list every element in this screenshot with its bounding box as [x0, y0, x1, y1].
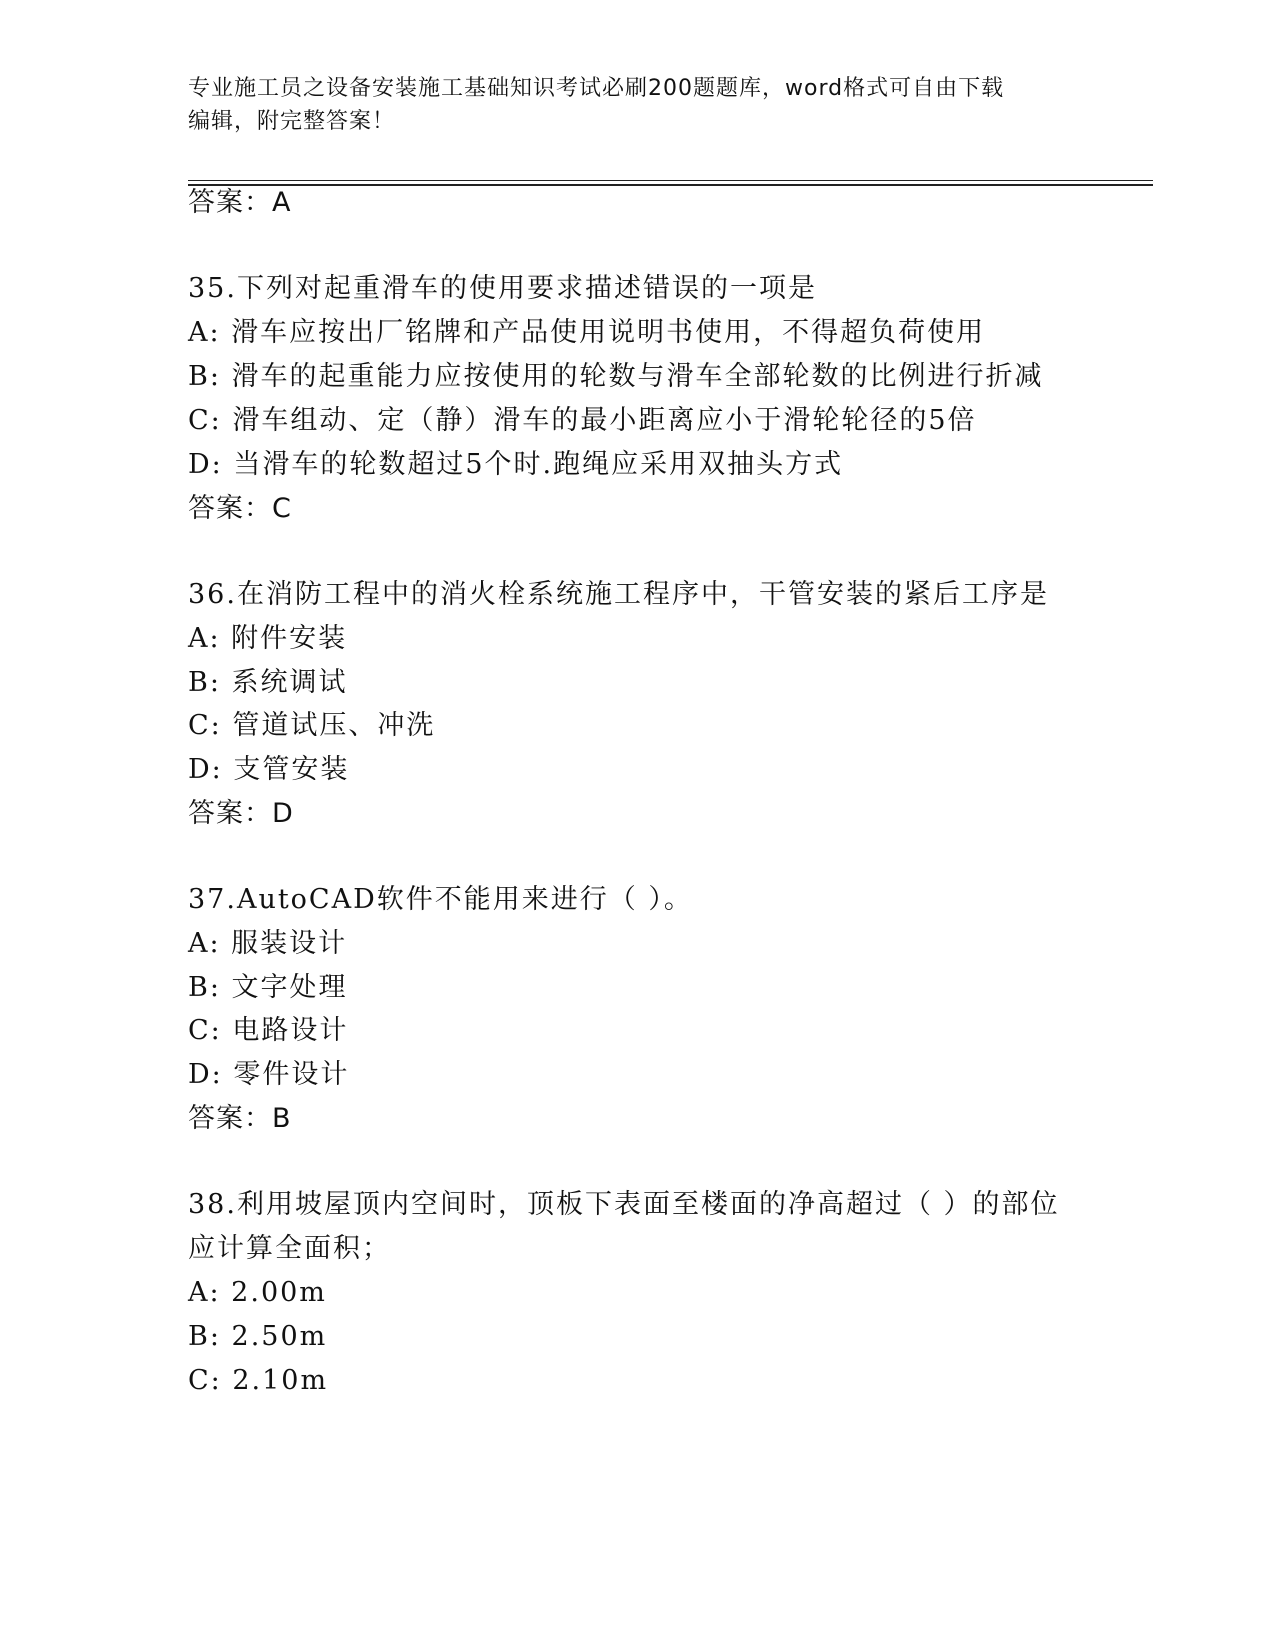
question-35-option-a: A: 滑车应按出厂铭牌和产品使用说明书使用，不得超负荷使用	[188, 317, 986, 348]
question-36-option-b: B: 系统调试	[188, 667, 348, 698]
question-37-answer: 答案：B	[188, 1103, 292, 1134]
question-35-option-c: C: 滑车组动、定（静）滑车的最小距离应小于滑轮轮径的5倍	[188, 405, 977, 436]
header-divider-thick	[188, 184, 1153, 186]
question-38-option-a: A: 2.00m	[188, 1277, 327, 1308]
question-35-option-d: D: 当滑车的轮数超过5个时.跑绳应采用双抽头方式	[188, 449, 844, 480]
header-line-2: 编辑，附完整答案！	[188, 109, 396, 134]
question-36-option-c: C: 管道试压、冲洗	[188, 710, 436, 741]
header-line-1: 专业施工员之设备安装施工基础知识考试必刷200题题库，word格式可自由下载	[188, 76, 1005, 101]
question-37-option-c: C: 电路设计	[188, 1015, 349, 1046]
question-36-option-d: D: 支管安装	[188, 754, 350, 785]
question-37-stem: 37.AutoCAD软件不能用来进行（ ）。	[188, 884, 693, 915]
question-35-option-b: B: 滑车的起重能力应按使用的轮数与滑车全部轮数的比例进行折减	[188, 361, 1044, 392]
header-divider-thin	[188, 180, 1153, 181]
question-37-option-d: D: 零件设计	[188, 1059, 350, 1090]
question-35-answer: 答案：C	[188, 493, 292, 524]
question-35-stem: 35.下列对起重滑车的使用要求描述错误的一项是	[188, 273, 817, 304]
question-38-stem-line-1: 38.利用坡屋顶内空间时，顶板下表面至楼面的净高超过（ ）的部位	[188, 1189, 1060, 1220]
question-36-answer: 答案：D	[188, 798, 294, 829]
question-37-option-b: B: 文字处理	[188, 972, 348, 1003]
question-38-option-b: B: 2.50m	[188, 1321, 328, 1352]
question-36-stem: 36.在消防工程中的消火栓系统施工程序中，干管安装的紧后工序是	[188, 579, 1049, 610]
question-36-option-a: A: 附件安装	[188, 623, 348, 654]
question-38-stem-line-2: 应计算全面积；	[188, 1233, 391, 1264]
prev-answer: 答案：A	[188, 187, 292, 218]
question-37-option-a: A: 服装设计	[188, 928, 348, 959]
question-38-option-c: C: 2.10m	[188, 1365, 329, 1396]
document-header	[188, 72, 1068, 138]
